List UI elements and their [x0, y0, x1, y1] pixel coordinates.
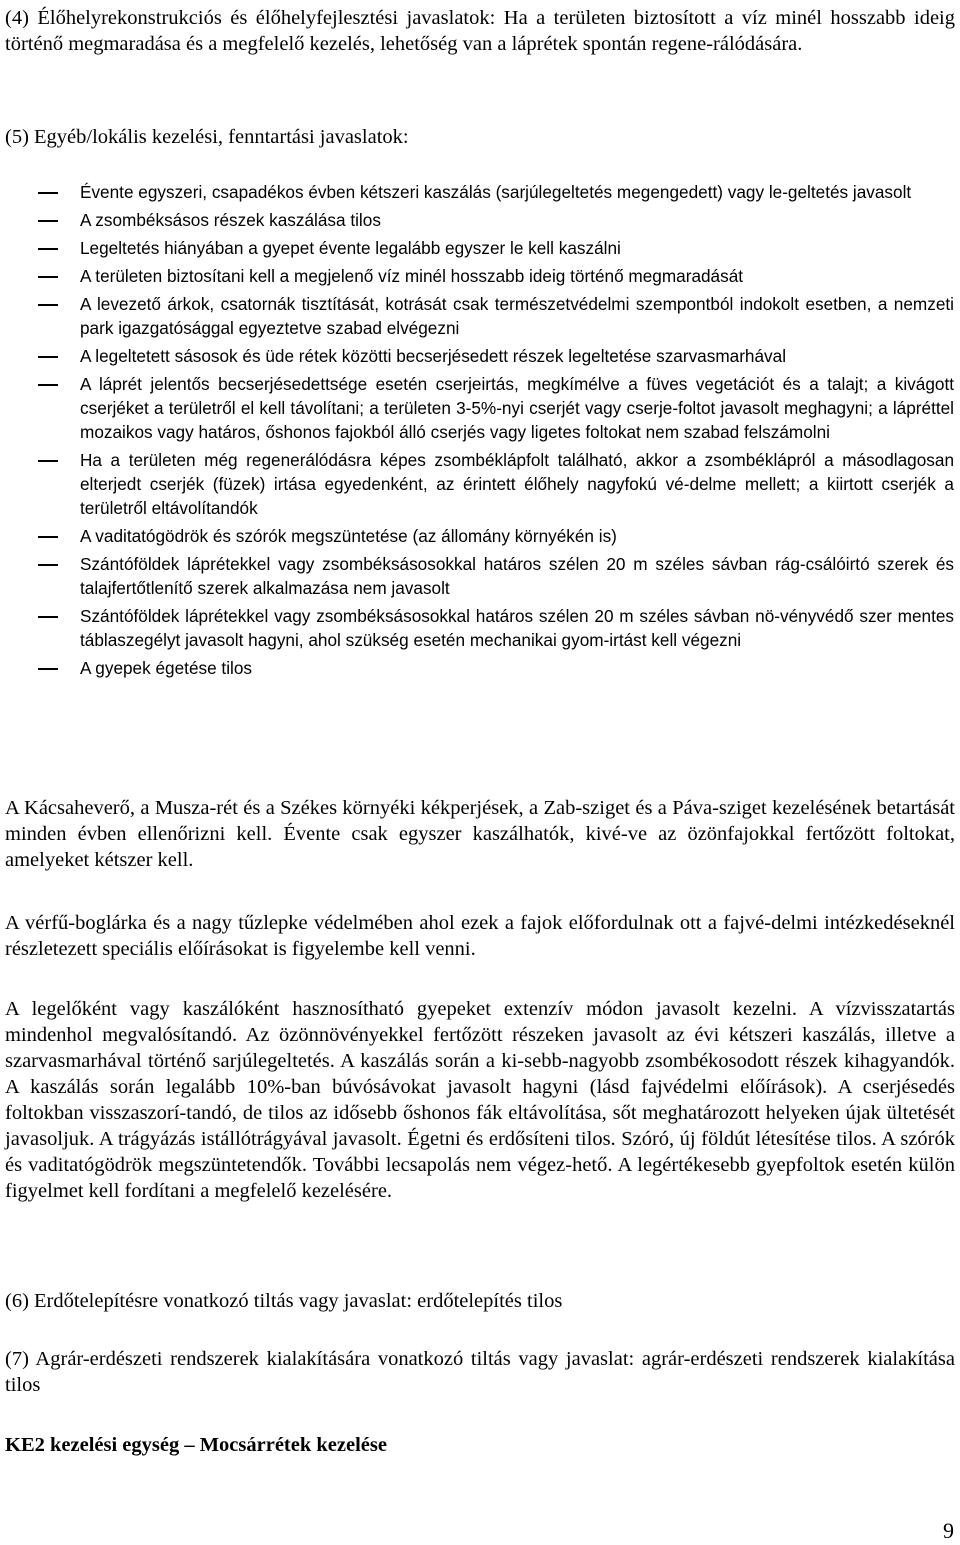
page-number: 9	[943, 1518, 954, 1543]
list-item: A gyepek égetése tilos	[0, 656, 960, 680]
list-item: Legeltetés hiányában a gyepet évente legalább egyszer le kell kaszálni	[0, 236, 960, 260]
dash-bullet	[38, 304, 58, 306]
list-item: A területen biztosítani kell a megjelenő víz minél hosszabb ideig történő megmaradását	[0, 264, 960, 288]
dash-bullet	[38, 248, 58, 250]
dash-bullet	[38, 616, 58, 618]
list-item: Szántóföldek láprétekkel vagy zsombéksásosokkal határos szélen 20 m széles sávban nö-vényvédő szer mentes táblaszegélyt javasolt hagyni, ahol szükség esetén mechanikai gyom-irtást kell végezni	[0, 604, 960, 652]
dash-bullet	[38, 220, 58, 222]
list-item: A zsombéksásos részek kaszálása tilos	[0, 208, 960, 232]
dash-bullet	[38, 536, 58, 538]
section-5-heading: (5) Egyéb/lokális kezelési, fenntartási javaslatok:	[5, 126, 409, 148]
section-6-paragraph: (6) Erdőtelepítésre vonatkozó tiltás vagy javaslat: erdőtelepítés tilos	[5, 1290, 563, 1312]
list-item: A legeltetett sásosok és üde rétek közötti becserjésedett részek legeltetése szarvasmarhával	[0, 344, 960, 368]
grassland-management-paragraph: A legelőként vagy kaszálóként hasznosítható gyepeket extenzív módon javasolt kezelni. A vízvisszatartás mindenhol megvalósítandó. Az özönnövényekkel fertőzött részeken javasolt az évi kétszeri kaszálás, illetve a szarvasmarhával történő sarjúlegeltetés. A kaszálás során a ki-sebb-nagyobb zsombékosodott részek kihagyandók. A kaszálás során legalább 10%-ban búvósávokat javasolt hagyni (lásd fajvédelmi előírások). A cserjésedés foltokban visszaszorí-tandó, de tilos az idősebb őshonos fák eltávolítása, sőt meghatározott helyeken újak ültetését javasoljuk. A trágyázás istállótrágyával javasolt. Égetni és erdősíteni tilos. Szóró, új földút létesítése tilos. A szórók és vaditatógödrök megszüntetendők. További lecsapolás nem végez-hető. A legértékesebb gyepfoltok esetén külön figyelmet kell fordítani a megfelelő kezelésére.	[5, 998, 955, 1202]
dash-bullet	[38, 460, 58, 462]
species-protection-paragraph: A vérfű-boglárka és a nagy tűzlepke védelmében ahol ezek a fajok előfordulnak ott a fajvé-delmi intézkedéseknél részletezett speciális előírásokat is figyelembe kell venni.	[5, 912, 955, 960]
dash-bullet	[38, 384, 58, 386]
section-7-paragraph: (7) Agrár-erdészeti rendszerek kialakítására vonatkozó tiltás vagy javaslat: agrár-erdészeti rendszerek kialakítása tilos	[5, 1348, 955, 1396]
dash-bullet	[38, 192, 58, 194]
list-item: Ha a területen még regenerálódásra képes zsombéklápfolt található, akkor a zsombéklápról a másodlagosan elterjedt cserjék (füzek) irtása egyedenként, az érintett élőhely nagyfokú vé-delme mellett; a kiirtott cserjék a területről eltávolítandók	[0, 448, 960, 520]
section-4-paragraph: (4) Élőhelyrekonstrukciós és élőhelyfejlesztési javaslatok: Ha a területen biztosított a víz minél hosszabb ideig történő megmaradása és a megfelelő kezelés, lehetőség van a láprétek spontán regene-rálódására.	[5, 7, 955, 55]
recommendation-list	[0, 180, 960, 684]
list-item: Évente egyszeri, csapadékos évben kétszeri kaszálás (sarjúlegeltetés megengedett) vagy le-geltetés javasolt	[0, 180, 960, 204]
dash-bullet	[38, 564, 58, 566]
dash-bullet	[38, 276, 58, 278]
dash-bullet	[38, 668, 58, 670]
list-item: A vaditatógödrök és szórók megszüntetése (az állomány környékén is)	[0, 524, 960, 548]
list-item: A láprét jelentős becserjésedettsége esetén cserjeirtás, megkímélve a füves vegetációt és a talajt; a kivágott cserjéket a területről el kell távolítani; a területen 3-5%-nyi cserjét vagy cserje-foltot javasolt meghagyni; a lápréttel mozaikos vagy határos, őshonos fajokból álló cserjés vagy ligetes foltokat nem szabad felszámolni	[0, 372, 960, 444]
kacsahevero-paragraph: A Kácsaheverő, a Musza-rét és a Székes környéki kékperjések, a Zab-sziget és a Páva-sziget kezelésének betartását minden évben ellenőrizni kell. Évente csak egyszer kaszálhatók, kivé-ve az özönfajokkal fertőzött foltokat, amelyeket kétszer kell.	[5, 797, 955, 871]
list-item: Szántóföldek láprétekkel vagy zsombéksásosokkal határos szélen 20 m széles sávban rág-csálóirtó szerek és talajfertőtlenítő szerek alkalmazása nem javasolt	[0, 552, 960, 600]
ke2-heading: KE2 kezelési egység – Mocsárrétek kezelése	[5, 1434, 387, 1456]
dash-bullet	[38, 356, 58, 358]
list-item: A levezető árkok, csatornák tisztítását, kotrását csak természetvédelmi szempontból indokolt esetben, a nemzeti park igazgatósággal egyeztetve szabad elvégezni	[0, 292, 960, 340]
